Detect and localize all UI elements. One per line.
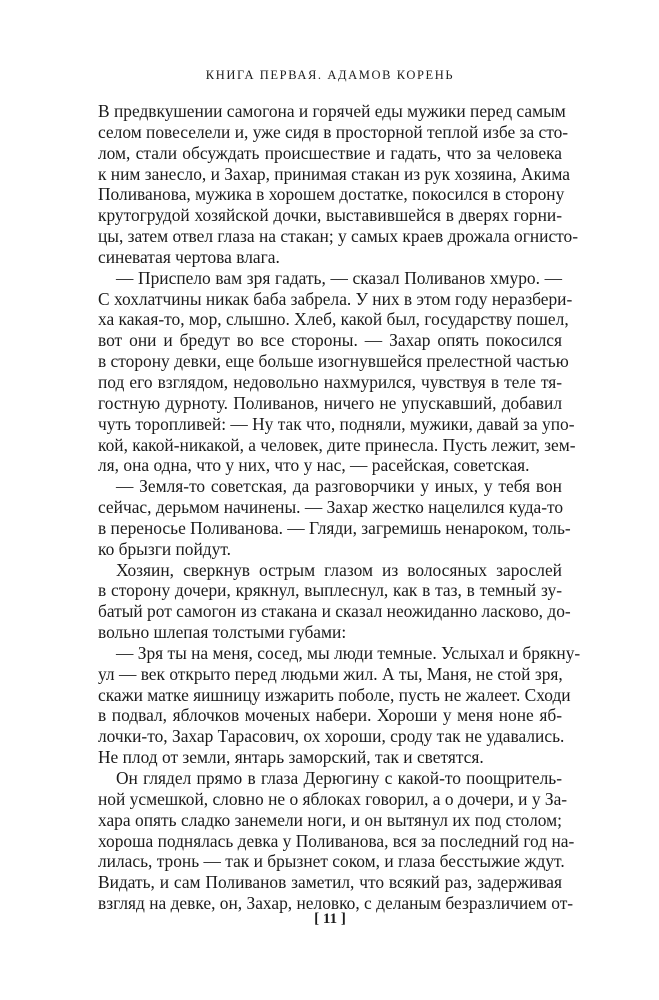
text-line: крутогрудой хозяйской дочки, выставившейся в дверях горни- — [98, 205, 562, 226]
running-head: КНИГА ПЕРВАЯ. АДАМОВ КОРЕНЬ — [205, 68, 455, 82]
text-line: ул — век открыто перед людьми жил. А ты, Маня, не стой зря, — [98, 663, 563, 684]
text-line: Не плод от земли, янтарь заморский, так и светятся. — [98, 747, 484, 768]
text-line: селом повеселели и, уже сидя в просторной теплой избе за сто- — [98, 121, 569, 142]
text-line: ной усмешкой, словно не о яблоках говорил, а о дочери, и у За- — [98, 788, 568, 809]
text-line: В предвкушении самогона и горячей еды мужики перед самым — [98, 101, 566, 121]
text-line: вольно шлепая толстыми губами: — [98, 622, 347, 643]
text-line: цы, затем отвел глаза на стакан; у самых краев дрожала огнисто- — [98, 226, 579, 247]
text-line: скажи матке яишницу изжарить поболе, пусть не жалеет. Сходи — [98, 684, 571, 705]
text-line: взгляд на девке, он, Захар, неловко, с деланым безразличием от- — [98, 893, 574, 914]
text-line: под его взглядом, недовольно нахмурился, чувствуя в теле тя- — [98, 371, 562, 392]
text-line: вот они и бредут во все стороны. — Захар опять покосился — [98, 330, 562, 351]
text-line: лом, стали обсуждать происшествие и гадать, что за человека — [98, 142, 562, 163]
body-text — [98, 101, 581, 914]
text-line: батый рот самогон из стакана и сказал неожиданно ласково, до- — [98, 601, 571, 622]
text-line: — Земля-то советская, да разговорчики у иных, у тебя вон — [116, 476, 562, 497]
text-line: лилась, тронь — так и брызнет соком, и глаза бесстыжие ждут. — [98, 851, 565, 872]
text-line: ко брызги пойдут. — [98, 538, 231, 559]
text-line: кой, какой-никакой, а человек, дите принесла. Пусть лежит, зем- — [98, 434, 576, 455]
text-line: — Зря ты на меня, сосед, мы люди темные. Услыхал и брякну- — [116, 642, 581, 663]
text-line: гостную дурноту. Поливанов, ничего не упускавший, добавил — [98, 392, 562, 413]
text-line: хара опять сладко занемели ноги, и он вытянул их под столом; — [98, 809, 562, 830]
text-line: в переносье Поливанова. — Гляди, загремишь ненароком, толь- — [98, 517, 571, 538]
text-line: в подвал, яблочков моченых набери. Хороши у меня ноне яб- — [98, 705, 562, 726]
text-line: в сторону девки, еще больше изогнувшейся прелестной частью — [98, 351, 569, 372]
text-line: Видать, и сам Поливанов заметил, что всякий раз, задерживая — [98, 872, 562, 893]
text-line: — Приспело вам зря гадать, — сказал Поливанов хмуро. — — [116, 267, 562, 288]
text-line: ля, она одна, что у них, что у нас, — расейская, советская. — [98, 455, 530, 476]
text-line: к ним занесло, и Захар, принимая стакан из рук хозяина, Акима — [98, 163, 570, 184]
text-line: в сторону дочери, крякнул, выплеснул, как в таз, в темный зу- — [98, 580, 562, 601]
page-number: [ 11 ] — [314, 911, 346, 927]
text-line: сейчас, дерьмом начинены. — Захар жестко нацелился куда-то — [98, 497, 564, 518]
text-line: лочки-то, Захар Тарасович, ох хороши, сроду так не удавались. — [98, 726, 565, 747]
text-line: С хохлатчины никак баба забрела. У них в этом году неразбери- — [98, 288, 573, 309]
text-line: Хозяин, сверкнув острым глазом из волосяных зарослей — [116, 559, 562, 580]
text-line: ха какая-то, мор, слышно. Хлеб, какой был, государству пошел, — [98, 309, 569, 330]
text-line: Поливанова, мужика в хорошем достатке, покосился в сторону — [98, 184, 565, 205]
text-line: хороша поднялась девка у Поливанова, вся за последний год на- — [98, 830, 575, 851]
text-line: Он глядел прямо в глаза Дерюгину с какой-то поощритель- — [116, 768, 562, 788]
text-line: синеватая чертова влага. — [98, 246, 280, 267]
text-line: чуть торопливей: — Ну так что, подняли, мужики, давай за упо- — [98, 413, 575, 434]
